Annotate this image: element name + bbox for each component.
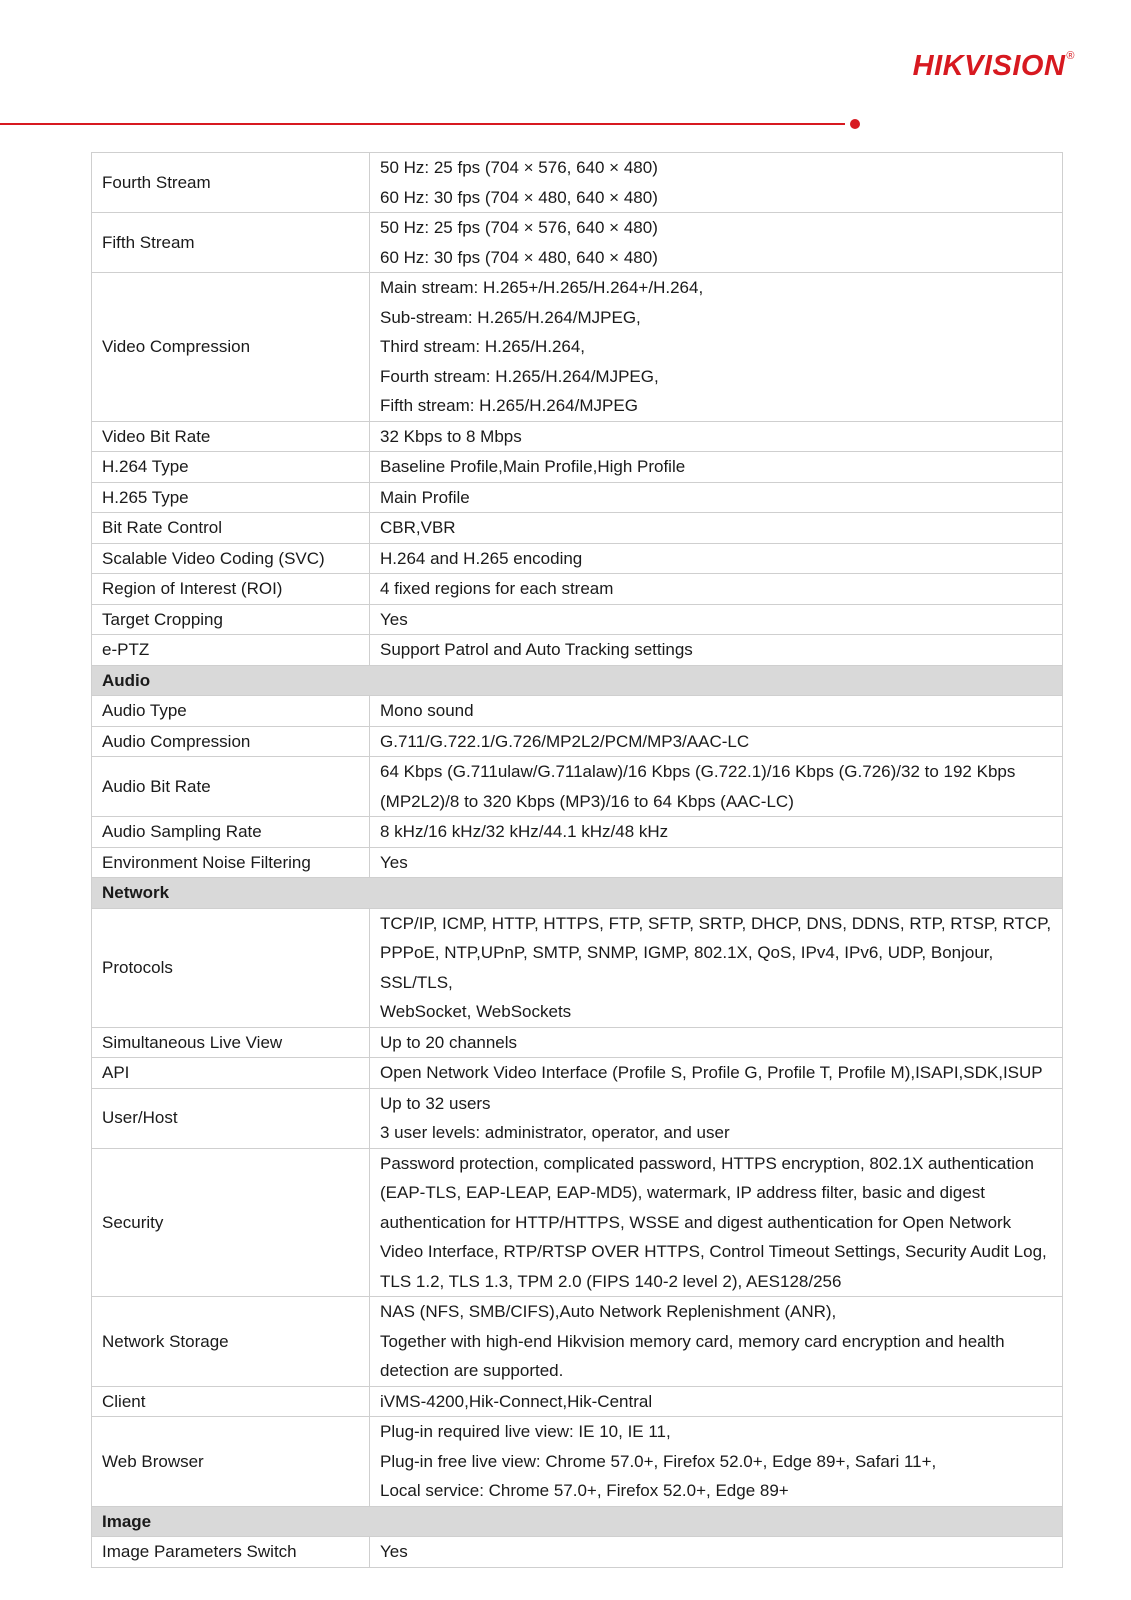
- spec-value-line: Together with high-end Hikvision memory card, memory card encryption and health: [380, 1331, 1005, 1351]
- spec-value: [370, 1537, 1063, 1568]
- spec-label: H.265 Type: [92, 482, 370, 513]
- section-header: [92, 665, 1063, 696]
- spec-value-line: Main stream: H.265+/H.265/H.264+/H.264,: [380, 278, 704, 297]
- spec-row: [92, 273, 1063, 422]
- spec-label: Scalable Video Coding (SVC): [92, 543, 370, 574]
- spec-label: Network Storage: [92, 1297, 370, 1387]
- spec-row: [92, 1386, 1063, 1417]
- spec-value-line: Sub-stream: H.265/H.264/MJPEG,: [380, 307, 641, 327]
- spec-label: H.264 Type: [92, 452, 370, 483]
- spec-value-line: H.264 and H.265 encoding: [380, 548, 583, 568]
- spec-label: Audio Type: [92, 696, 370, 727]
- spec-value-line: 3 user levels: administrator, operator, and user: [380, 1123, 730, 1142]
- spec-value-line: Fourth stream: H.265/H.264/MJPEG,: [380, 366, 659, 386]
- spec-value: [370, 213, 1063, 273]
- spec-value-line: Yes: [380, 609, 408, 629]
- header-divider: [0, 123, 845, 125]
- spec-label: User/Host: [92, 1088, 370, 1148]
- spec-value-line: NAS (NFS, SMB/CIFS),Auto Network Replenishment (ANR),: [380, 1302, 837, 1321]
- spec-label: Video Bit Rate: [92, 421, 370, 452]
- spec-value: [370, 1088, 1063, 1148]
- spec-value-line: Yes: [380, 1542, 408, 1561]
- spec-value-line: (MP2L2)/8 to 320 Kbps (MP3)/16 to 64 Kbps (AAC-LC): [380, 791, 794, 811]
- spec-value: [370, 1297, 1063, 1387]
- spec-value-line: TCP/IP, ICMP, HTTP, HTTPS, FTP, SFTP, SRTP, DHCP, DNS, DDNS, RTP, RTSP, RTCP,: [380, 913, 1052, 933]
- spec-value-line: Yes: [380, 852, 408, 872]
- spec-value-line: Local service: Chrome 57.0+, Firefox 52.0+, Edge 89+: [380, 1481, 789, 1500]
- spec-label: Audio Compression: [92, 726, 370, 757]
- spec-label: Web Browser: [92, 1417, 370, 1507]
- spec-value-line: Video Interface, RTP/RTSP OVER HTTPS, Control Timeout Settings, Security Audit Log,: [380, 1242, 1047, 1261]
- spec-row: [92, 1537, 1063, 1568]
- spec-value-line: Fifth stream: H.265/H.264/MJPEG: [380, 396, 638, 415]
- spec-value: [370, 1386, 1063, 1417]
- spec-row: [92, 604, 1063, 635]
- spec-value-line: iVMS-4200,Hik-Connect,Hik-Central: [380, 1391, 653, 1411]
- spec-label: Audio Sampling Rate: [92, 817, 370, 848]
- spec-label: Simultaneous Live View: [92, 1027, 370, 1058]
- spec-value: [370, 482, 1063, 513]
- logo-text: HIKVISION: [912, 50, 1066, 82]
- spec-value: [370, 1417, 1063, 1507]
- spec-value-line: Up to 32 users: [380, 1093, 491, 1113]
- spec-label: e-PTZ: [92, 635, 370, 666]
- spec-row: [92, 757, 1063, 817]
- spec-label: Audio Bit Rate: [92, 757, 370, 817]
- spec-row: [92, 908, 1063, 1027]
- spec-row: [92, 421, 1063, 452]
- spec-value-line: Baseline Profile,Main Profile,High Profile: [380, 457, 686, 476]
- spec-label: Fifth Stream: [92, 213, 370, 273]
- spec-value: [370, 726, 1063, 757]
- spec-value-line: Open Network Video Interface (Profile S, Profile G, Profile T, Profile M),ISAPI,SDK,ISUP: [380, 1063, 1043, 1082]
- spec-label: Target Cropping: [92, 604, 370, 635]
- spec-value-line: (EAP-TLS, EAP-LEAP, EAP-MD5), watermark, IP address filter, basic and digest: [380, 1183, 986, 1202]
- registered-mark: ®: [1066, 50, 1075, 62]
- spec-value-line: Main Profile: [380, 487, 470, 507]
- spec-value: [370, 757, 1063, 817]
- spec-row: [92, 847, 1063, 878]
- spec-value-line: TLS 1.2, TLS 1.3, TPM 2.0 (FIPS 140-2 level 2), AES128/256: [380, 1271, 842, 1291]
- spec-value: [370, 696, 1063, 727]
- spec-value: [370, 1058, 1063, 1089]
- spec-label: Protocols: [92, 908, 370, 1027]
- spec-value-line: authentication for HTTP/HTTPS, WSSE and digest authentication for Open Network: [380, 1212, 1012, 1232]
- spec-value-line: WebSocket, WebSockets: [380, 1002, 572, 1021]
- spec-row: [92, 1027, 1063, 1058]
- spec-value: [370, 847, 1063, 878]
- spec-row: [92, 1297, 1063, 1387]
- spec-value-line: 50 Hz: 25 fps (704 × 576, 640 × 480): [380, 218, 658, 237]
- spec-value-line: Mono sound: [380, 701, 474, 720]
- spec-table-body: [92, 153, 1063, 1568]
- spec-label: Environment Noise Filtering: [92, 847, 370, 878]
- spec-row: [92, 635, 1063, 666]
- spec-value-line: 32 Kbps to 8 Mbps: [380, 426, 522, 446]
- spec-row: [92, 1058, 1063, 1089]
- spec-row: [92, 1088, 1063, 1148]
- spec-row: [92, 213, 1063, 273]
- spec-row: [92, 817, 1063, 848]
- spec-label: API: [92, 1058, 370, 1089]
- section-title: Image: [92, 1506, 1063, 1537]
- spec-row: [92, 153, 1063, 213]
- spec-value-line: 64 Kbps (G.711ulaw/G.711alaw)/16 Kbps (G.722.1)/16 Kbps (G.726)/32 to 192 Kbps: [380, 762, 1016, 781]
- hikvision-logo: [913, 50, 1075, 83]
- header-divider-dot: [850, 119, 860, 129]
- spec-value-line: 4 fixed regions for each stream: [380, 579, 614, 598]
- spec-label: Bit Rate Control: [92, 513, 370, 544]
- spec-row: [92, 1417, 1063, 1507]
- spec-value: [370, 153, 1063, 213]
- spec-value: [370, 574, 1063, 605]
- spec-value: [370, 635, 1063, 666]
- spec-value-line: Password protection, complicated password, HTTPS encryption, 802.1X authentication: [380, 1153, 1034, 1173]
- spec-value-line: Support Patrol and Auto Tracking settings: [380, 640, 693, 659]
- spec-label: Video Compression: [92, 273, 370, 422]
- spec-value-line: 60 Hz: 30 fps (704 × 480, 640 × 480): [380, 247, 658, 267]
- spec-value: [370, 273, 1063, 422]
- spec-value: [370, 452, 1063, 483]
- spec-value: [370, 1148, 1063, 1297]
- spec-value-line: Plug-in free live view: Chrome 57.0+, Firefox 52.0+, Edge 89+, Safari 11+,: [380, 1451, 937, 1471]
- spec-value-line: Plug-in required live view: IE 10, IE 11,: [380, 1422, 671, 1441]
- section-title: Network: [92, 878, 1063, 909]
- spec-label: Image Parameters Switch: [92, 1537, 370, 1568]
- section-header: [92, 1506, 1063, 1537]
- spec-value-line: G.711/G.722.1/G.726/MP2L2/PCM/MP3/AAC-LC: [380, 731, 750, 751]
- spec-row: [92, 482, 1063, 513]
- spec-row: [92, 452, 1063, 483]
- spec-value-line: Third stream: H.265/H.264,: [380, 337, 586, 356]
- spec-value: [370, 1027, 1063, 1058]
- section-header: [92, 878, 1063, 909]
- spec-value: [370, 513, 1063, 544]
- spec-label: Security: [92, 1148, 370, 1297]
- spec-value-line: 50 Hz: 25 fps (704 × 576, 640 × 480): [380, 158, 658, 177]
- spec-value: [370, 817, 1063, 848]
- spec-row: [92, 696, 1063, 727]
- spec-row: [92, 1148, 1063, 1297]
- spec-value-line: 60 Hz: 30 fps (704 × 480, 640 × 480): [380, 187, 658, 207]
- spec-value: [370, 604, 1063, 635]
- spec-row: [92, 513, 1063, 544]
- spec-row: [92, 543, 1063, 574]
- spec-value: [370, 421, 1063, 452]
- spec-label: Region of Interest (ROI): [92, 574, 370, 605]
- spec-row: [92, 574, 1063, 605]
- spec-label: Client: [92, 1386, 370, 1417]
- spec-label: Fourth Stream: [92, 153, 370, 213]
- spec-value: [370, 908, 1063, 1027]
- spec-table: [91, 152, 1063, 1568]
- spec-value-line: PPPoE, NTP,UPnP, SMTP, SNMP, IGMP, 802.1X, QoS, IPv4, IPv6, UDP, Bonjour, SSL/TLS,: [380, 943, 994, 992]
- section-title: Audio: [92, 665, 1063, 696]
- spec-row: [92, 726, 1063, 757]
- spec-value-line: Up to 20 channels: [380, 1032, 518, 1052]
- spec-value-line: detection are supported.: [380, 1361, 564, 1380]
- spec-value-line: CBR,VBR: [380, 518, 456, 537]
- spec-value: [370, 543, 1063, 574]
- spec-value-line: 8 kHz/16 kHz/32 kHz/44.1 kHz/48 kHz: [380, 822, 669, 841]
